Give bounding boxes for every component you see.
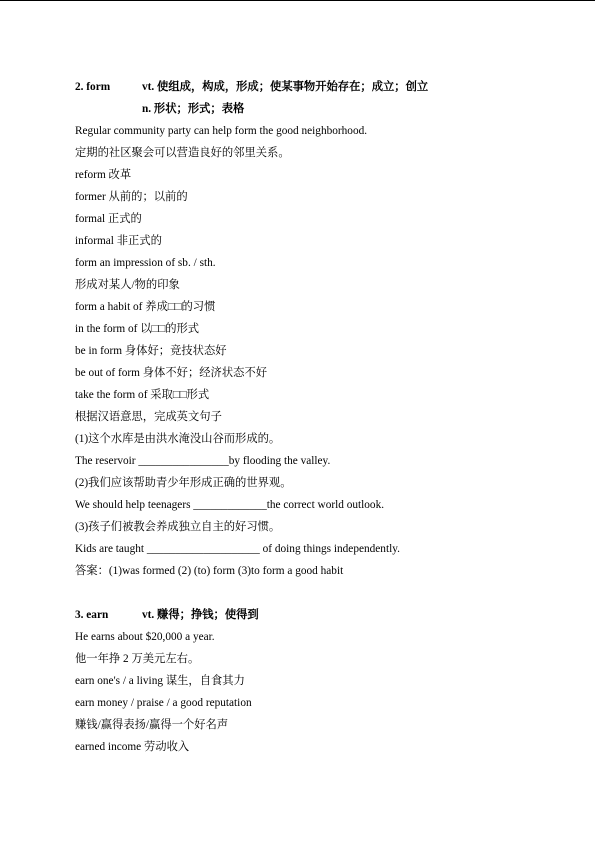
form-heading xyxy=(75,80,428,94)
exercise-instruction: 根据汉语意思，完成英文句子 xyxy=(75,411,222,423)
earn-definition: vt. 赚得；挣钱；使得到 xyxy=(142,609,259,621)
form-line: form a habit of 养成□□的习惯 xyxy=(75,301,216,313)
exercise-sentence: We should help teenagers _____________the correct world outlook. xyxy=(75,499,385,511)
earn-heading xyxy=(75,608,259,622)
form-noun-definition: n. 形状；形式；表格 xyxy=(142,103,245,115)
earn-line: earn one's / a living 谋生，自食其力 xyxy=(75,675,245,687)
earn-line: 赚钱/赢得表扬/赢得一个好名声 xyxy=(75,719,229,731)
form-line: reform 改革 xyxy=(75,169,132,181)
form-line: 形成对某人/物的印象 xyxy=(75,279,180,291)
top-rule xyxy=(0,0,595,1)
form-line: former 从前的；以前的 xyxy=(75,191,188,203)
form-line: be in form 身体好；竞技状态好 xyxy=(75,345,227,357)
form-example-chinese: 定期的社区聚会可以营造良好的邻里关系。 xyxy=(75,147,290,159)
earn-line: earn money / praise / a good reputation xyxy=(75,697,252,709)
exercise-prompt: (3)孩子们被教会养成独立自主的好习惯。 xyxy=(75,521,281,533)
form-line: formal 正式的 xyxy=(75,213,142,225)
exercise-sentence: Kids are taught ____________________ of doing things independently. xyxy=(75,543,400,555)
form-line: form an impression of sb. / sth. xyxy=(75,257,216,269)
earn-headword: 3. earn xyxy=(75,609,109,621)
form-vt-definition: vt. 使组成，构成，形成；使某事物开始存在；成立；创立 xyxy=(142,81,429,93)
form-line: informal 非正式的 xyxy=(75,235,162,247)
earn-line: He earns about $20,000 a year. xyxy=(75,631,215,643)
form-example-english: Regular community party can help form the good neighborhood. xyxy=(75,125,368,137)
exercise-prompt: (2)我们应该帮助青少年形成正确的世界观。 xyxy=(75,477,292,489)
earn-line: earned income 劳动收入 xyxy=(75,741,190,753)
exercise-prompt: (1)这个水库是由洪水淹没山谷而形成的。 xyxy=(75,433,281,445)
form-headword: 2. form xyxy=(75,81,111,93)
exercise-sentence: The reservoir ________________by flooding the valley. xyxy=(75,455,331,467)
earn-line: 他一年挣 2 万美元左右。 xyxy=(75,653,200,665)
form-line: be out of form 身体不好；经济状态不好 xyxy=(75,367,268,379)
form-line: take the form of 采取□□形式 xyxy=(75,389,210,401)
exercise-answer: 答案：(1)was formed (2) (to) form (3)to form a good habit xyxy=(75,565,344,577)
form-line: in the form of 以□□的形式 xyxy=(75,323,200,335)
